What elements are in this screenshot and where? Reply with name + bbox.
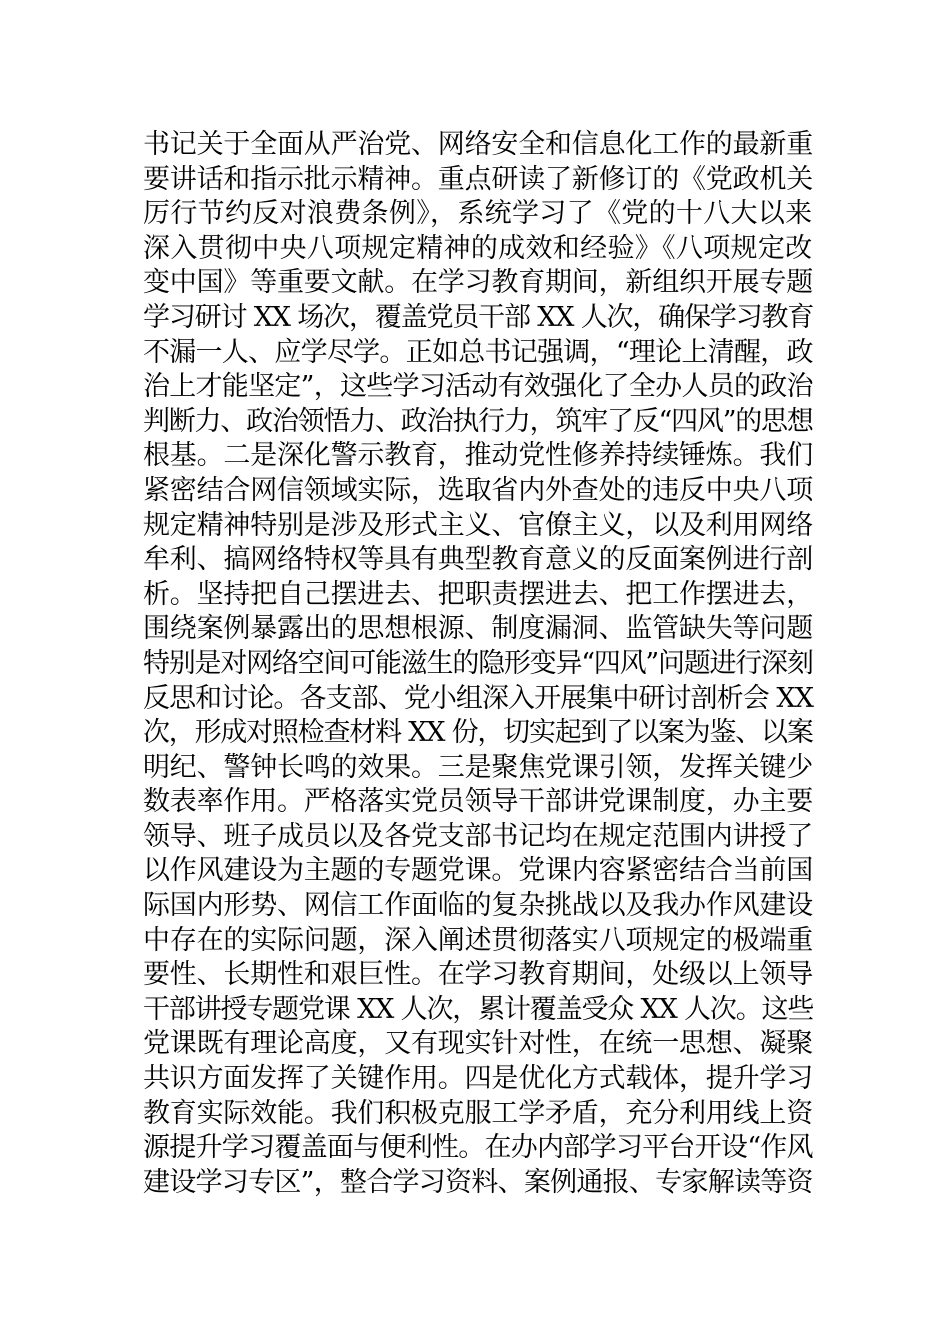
text-line: 教育实际效能。我们积极克服工学矛盾，充分利用线上资: [143, 1097, 813, 1129]
text-line: 共识方面发挥了关键作用。四是优化方式载体，提升学习: [143, 1063, 813, 1095]
body-text: [143, 128, 813, 1200]
text-line: 数表率作用。严格落实党员领导干部讲党课制度，办主要: [143, 786, 813, 818]
text-line: 明纪、警钟长鸣的效果。三是聚焦党课引领，发挥关键少: [143, 751, 813, 783]
text-line: 源提升学习覆盖面与便利性。在办内部学习平台开设“作风: [143, 1132, 813, 1164]
text-line: 领导、班子成员以及各党支部书记均在规定范围内讲授了: [143, 820, 813, 852]
text-line: 以作风建设为主题的专题党课。党课内容紧密结合当前国: [143, 855, 813, 887]
text-line: 厉行节约反对浪费条例》，系统学习了《党的十八大以来: [143, 198, 813, 230]
text-line: 建设学习专区”，整合学习资料、案例通报、专家解读等资: [143, 1166, 813, 1198]
text-line: 际国内形势、网信工作面临的复杂挑战以及我办作风建设: [143, 890, 813, 922]
text-line: 析。坚持把自己摆进去、把职责摆进去、把工作摆进去，: [143, 578, 813, 610]
text-line: 干部讲授专题党课 XX 人次，累计覆盖受众 XX 人次。这些: [143, 993, 814, 1025]
text-line: 变中国》等重要文献。在学习教育期间，新组织开展专题: [143, 267, 813, 299]
text-line: 牟利、搞网络特权等具有典型教育意义的反面案例进行剖: [143, 544, 813, 576]
text-line: 次，形成对照检查材料 XX 份，切实起到了以案为鉴、以案: [143, 717, 813, 749]
text-line: 围绕案例暴露出的思想根源、制度漏洞、监管缺失等问题: [143, 613, 813, 645]
text-line: 判断力、政治领悟力、政治执行力，筑牢了反“四风”的思想: [143, 405, 813, 437]
text-line: 要讲话和指示批示精神。重点研读了新修订的《党政机关: [143, 163, 813, 195]
text-line: 不漏一人、应学尽学。正如总书记强调，“理论上清醒，政: [143, 336, 813, 368]
text-line: 根基。二是深化警示教育，推动党性修养持续锤炼。我们: [143, 440, 813, 472]
text-line: 治上才能坚定”，这些学习活动有效强化了全办人员的政治: [143, 371, 813, 403]
text-line: 书记关于全面从严治党、网络安全和信息化工作的最新重: [143, 129, 813, 160]
text-line: 深入贯彻中央八项规定精神的成效和经验》《八项规定改: [143, 232, 813, 264]
text-line: 规定精神特别是涉及形式主义、官僚主义，以及利用网络: [143, 509, 813, 541]
text-line: 紧密结合网信领域实际，选取省内外查处的违反中央八项: [143, 474, 813, 506]
text-line: 特别是对网络空间可能滋生的隐形变异“四风”问题进行深刻: [143, 647, 813, 679]
text-line: 党课既有理论高度，又有现实针对性，在统一思想、凝聚: [143, 1028, 813, 1060]
text-line: 学习研讨 XX 场次，覆盖党员干部 XX 人次，确保学习教育: [143, 301, 814, 333]
text-line: 要性、长期性和艰巨性。在学习教育期间，处级以上领导: [143, 959, 813, 991]
text-line: 中存在的实际问题，深入阐述贯彻落实八项规定的极端重: [143, 924, 813, 956]
text-line: 反思和讨论。各支部、党小组深入开展集中研讨剖析会 XX: [143, 682, 814, 714]
